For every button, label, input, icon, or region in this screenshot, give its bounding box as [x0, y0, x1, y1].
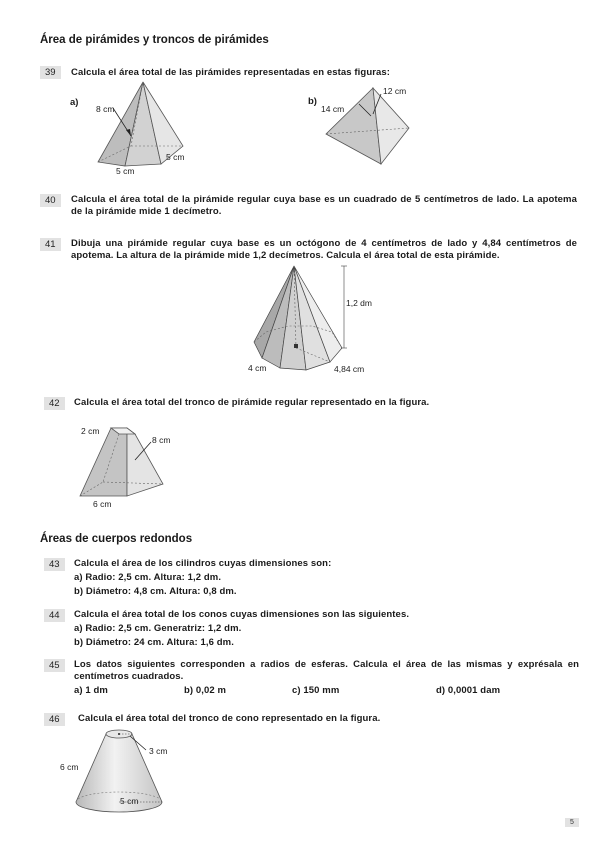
problem-number: 45	[44, 659, 65, 672]
subitem-text: d) 0,0001 dam	[436, 685, 501, 696]
problem-number: 41	[40, 238, 61, 251]
dimension-label: 4,84 cm	[334, 364, 365, 374]
subitem-label: b)	[308, 96, 317, 107]
subitem-text: b) Diámetro: 24 cm. Altura: 1,6 dm.	[74, 637, 234, 648]
problem-number: 46	[44, 713, 65, 726]
problem-number: 44	[44, 609, 65, 622]
dimension-label: 14 cm	[321, 104, 345, 114]
problem-text: Dibuja una pirámide regular cuya base es un octógono de 4 centímetros de lado y 4,84 centímetros de apotema. La altura de la pirámide mide 1,2 decímetros. Calcula el área total de esta pirámide.	[71, 238, 577, 261]
dimension-label: 1,2 dm	[346, 298, 372, 308]
problem-number: 43	[44, 558, 65, 571]
problem-text: Los datos siguientes corresponden a radios de esferas. Calcula el área de las mismas y exprésala en centímetros cuadrados.	[74, 659, 579, 682]
dimension-label: 8 cm	[152, 435, 171, 445]
problem-text: Calcula el área total de las pirámides representadas en estas figuras:	[71, 67, 391, 78]
problem-number: 40	[40, 194, 61, 207]
subitem-text: a) Radio: 2,5 cm. Altura: 1,2 dm.	[74, 572, 222, 583]
subitem-text: a) Radio: 2,5 cm. Generatriz: 1,2 dm.	[74, 623, 242, 634]
subitem-text: b) 0,02 m	[184, 685, 227, 696]
dimension-label: 12 cm	[383, 86, 407, 96]
dimension-label: 5 cm	[120, 796, 139, 806]
problem-text: Calcula el área total de la pirámide regular cuya base es un cuadrado de 5 centímetros de lado. La apotema de la pirámide mide 1 decímetro.	[71, 194, 577, 217]
section-title-pyramids: Área de pirámides y troncos de pirámides	[40, 34, 269, 46]
subitem-text: c) 150 mm	[292, 685, 340, 696]
dimension-label: 2 cm	[81, 426, 100, 436]
dimension-label: 6 cm	[60, 762, 79, 772]
problem-text: Calcula el área total del tronco de pirámide regular representado en la figura.	[74, 397, 430, 408]
subitem-label: a)	[70, 97, 79, 108]
subitem-text: b) Diámetro: 4,8 cm. Altura: 0,8 dm.	[74, 586, 237, 597]
dimension-label: 4 cm	[248, 363, 267, 373]
page-number: 5	[565, 818, 579, 827]
dimension-label: 3 cm	[149, 746, 168, 756]
dimension-label: 8 cm	[96, 104, 115, 114]
dimension-label: 5 cm	[116, 166, 135, 176]
problem-number: 42	[44, 397, 65, 410]
problem-number: 39	[40, 66, 61, 79]
dimension-label: 6 cm	[93, 499, 112, 509]
problem-text: Calcula el área total del tronco de cono representado en la figura.	[78, 713, 381, 724]
dimension-label: 5 cm	[166, 152, 185, 162]
problem-text: Calcula el área total de los conos cuyas dimensiones son las siguientes.	[74, 609, 410, 620]
octagonal-pyramid-figure	[248, 262, 358, 376]
triangular-pyramid-figure	[323, 84, 413, 170]
section-title-round-bodies: Áreas de cuerpos redondos	[40, 533, 193, 545]
problem-text: Calcula el área de los cilindros cuyas dimensiones son:	[74, 558, 332, 569]
subitem-text: a) 1 dm	[74, 685, 108, 696]
